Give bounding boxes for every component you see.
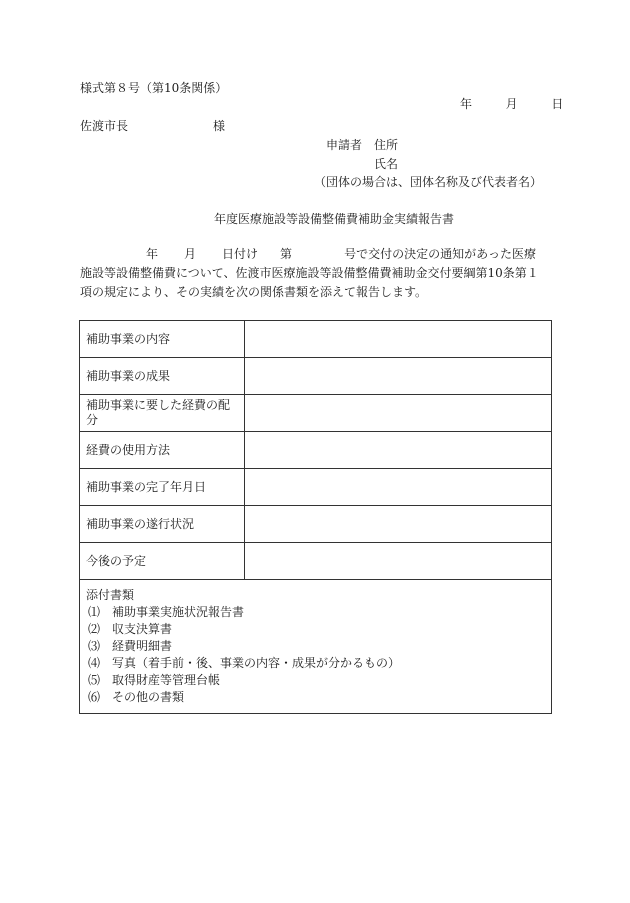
row-value[interactable]: [245, 506, 552, 543]
attachment-text: 取得財産等管理台帳: [112, 673, 221, 687]
applicant-note: （団体の場合は、団体名称及び代表者名）: [314, 175, 543, 189]
report-table: [79, 320, 552, 714]
attachment-text: 経費明細書: [112, 639, 173, 653]
row-label: 補助事業の成果: [80, 358, 245, 395]
applicant-role-label: 申請者: [326, 138, 363, 152]
row-value[interactable]: [245, 432, 552, 469]
body-number-prefix: 第: [280, 247, 293, 261]
table-row: [80, 506, 552, 543]
table-row: [80, 321, 552, 358]
applicant-address-label: 住所: [374, 138, 399, 152]
list-item: [86, 604, 545, 621]
row-label: 補助事業の内容: [80, 321, 245, 358]
addressee-honorific: 様: [213, 119, 226, 133]
row-label: 補助事業の遂行状況: [80, 506, 245, 543]
body-rest: 号で交付の決定の通知があった医療: [344, 247, 536, 261]
attachment-number: ⑴: [88, 605, 101, 619]
attachments-cell: [80, 580, 552, 714]
attachment-number: ⑸: [88, 673, 101, 687]
list-item: [86, 655, 545, 672]
form-number: 様式第８号（第10条関係）: [80, 81, 228, 95]
date-header: [460, 97, 563, 111]
attachment-text: 補助事業実施状況報告書: [112, 605, 245, 619]
attachment-number: ⑵: [88, 622, 101, 636]
body-line-1: [80, 245, 550, 264]
list-item: [86, 672, 545, 689]
body-dated: 日付け: [222, 247, 259, 261]
addressee-name: 佐渡市長: [80, 119, 129, 133]
table-row: [80, 395, 552, 432]
table-row: [80, 543, 552, 580]
row-label: 経費の使用方法: [80, 432, 245, 469]
row-value[interactable]: [245, 358, 552, 395]
row-value[interactable]: [245, 321, 552, 358]
list-item: [86, 621, 545, 638]
table-row: [80, 358, 552, 395]
applicant-name-label: 氏名: [374, 157, 399, 171]
date-year-label: 年: [460, 97, 473, 111]
attachment-number: ⑶: [88, 639, 101, 653]
attachment-number: ⑷: [88, 656, 101, 670]
body-line-3: 項の規定により、その実績を次の関係書類を添えて報告します。: [80, 285, 428, 299]
table-row: [80, 469, 552, 506]
row-label: 補助事業に要した経費の配分: [80, 395, 245, 432]
body-year: 年: [146, 247, 159, 261]
row-value[interactable]: [245, 395, 552, 432]
row-value[interactable]: [245, 469, 552, 506]
row-label: 補助事業の完了年月日: [80, 469, 245, 506]
list-item: [86, 689, 545, 706]
body-month: 月: [184, 247, 197, 261]
attachment-text: その他の書類: [112, 690, 185, 704]
list-item: [86, 638, 545, 655]
date-day-label: 日: [551, 97, 564, 111]
body-line-2: 施設等設備整備費について、佐渡市医療施設等設備整備費補助金交付要綱第10条第１: [80, 266, 539, 280]
document-title: 年度医療施設等設備整備費補助金実績報告書: [214, 212, 455, 226]
row-value[interactable]: [245, 543, 552, 580]
attachment-text: 写真（着手前・後、事業の内容・成果が分かるもの）: [112, 656, 401, 670]
attachment-number: ⑹: [88, 690, 101, 704]
row-label: 今後の予定: [80, 543, 245, 580]
attachments-row: [80, 580, 552, 714]
body-paragraph: [80, 245, 550, 302]
table-row: [80, 432, 552, 469]
attachment-text: 収支決算書: [112, 622, 173, 636]
date-month-label: 月: [505, 97, 518, 111]
attachments-heading: 添付書類: [86, 588, 135, 602]
